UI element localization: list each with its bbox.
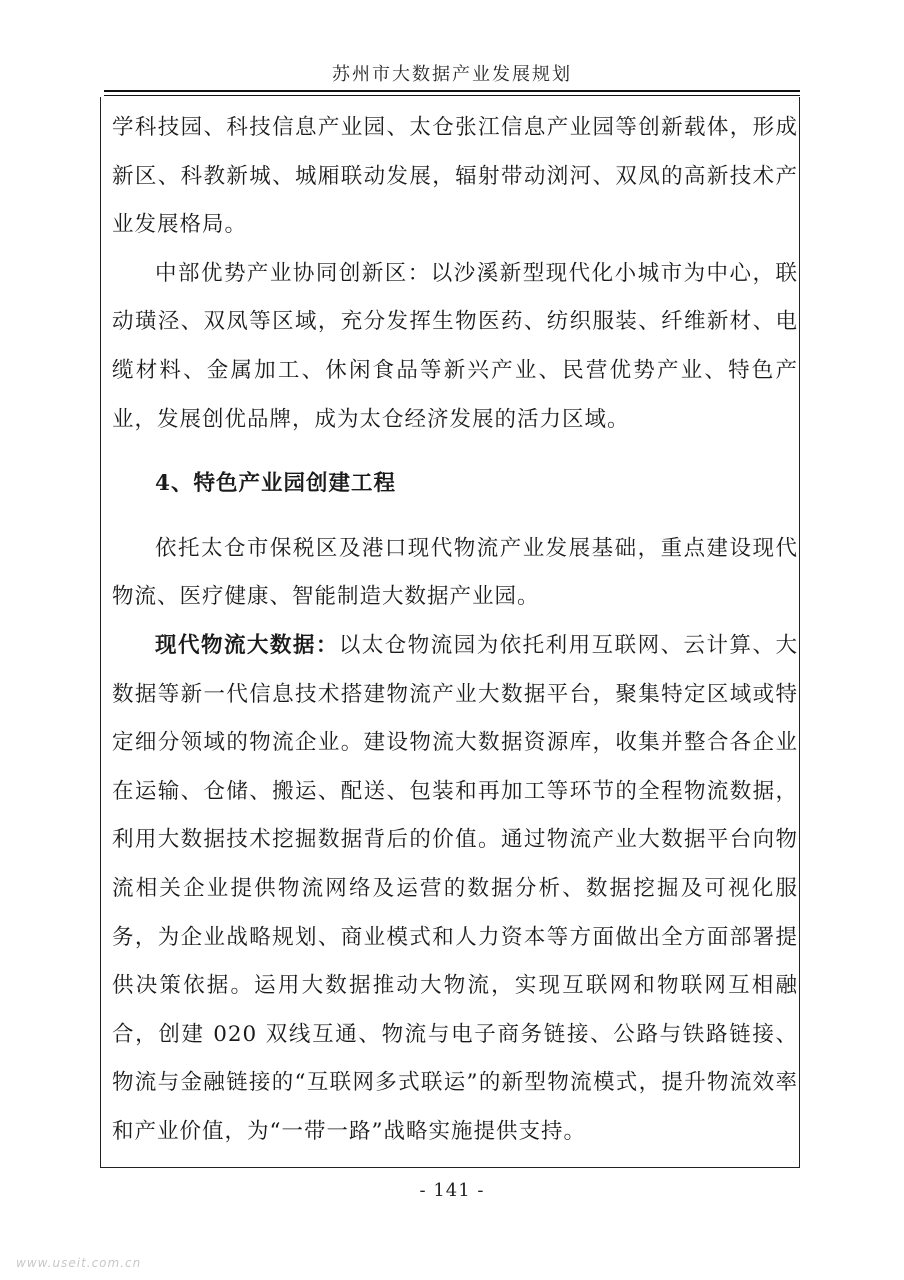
paragraph-logistics-text: 以太仓物流园为依托利用互联网、云计算、大数据等新一代信息技术搭建物流产业大数据平台，聚集特定区域或特定细分领域的物流企业。建设物流大数据资源库，收集并整合各企业在运输、仓储、搬运、配送、包装和再加工等环节的全程物流数据，利用大数据技术挖掘数据背后的价值。通过物流产业大数据平台向物流相关企业提供物流网络及运营的数据分析、数据挖掘及可视化服务，为企业战略规划、商业模式和人力资本等方面做出全方面部署提供决策依据。运用大数据推动大物流，实现互联网和物联网互相融合，创建 020 双线互通、物流与电子商务链接、公路与铁路链接、物流与金融链接的“互联网多式联运”的新型物流模式，提升物流效率和产业价值，为“一带一路”战略实施提供支持。 <box>112 632 798 1144</box>
document-body <box>112 104 798 1156</box>
paragraph-continuation: 学科技园、科技信息产业园、太仓张江信息产业园等创新载体，形成新区、科教新城、城厢联动发展，辐射带动浏河、双凤的高新技术产业发展格局。 <box>112 115 798 238</box>
page-number: - 141 - <box>419 1180 485 1201</box>
paragraph-lead-term: 现代物流大数据： <box>155 632 339 658</box>
header-rule-thin <box>104 95 800 96</box>
paragraph-logistics <box>112 622 798 1157</box>
section-heading: 4、特色产业园创建工程 <box>155 471 396 497</box>
header-rule <box>104 90 800 92</box>
page-header-title: 苏州市大数据产业发展规划 <box>332 64 572 85</box>
paragraph-intro: 依托太仓市保税区及港口现代物流产业发展基础，重点建设现代物流、医疗健康、智能制造大数据产业园。 <box>112 535 798 610</box>
watermark: www.useit.com.cn <box>16 1256 142 1270</box>
paragraph-central-zone: 中部优势产业协同创新区：以沙溪新型现代化小城市为中心，联动璜泾、双凤等区域，充分发挥生物医药、纺织服装、纤维新材、电缆材料、金属加工、休闲食品等新兴产业、民营优势产业、特色产业，发展创优品牌，成为太仓经济发展的活力区域。 <box>112 260 798 432</box>
